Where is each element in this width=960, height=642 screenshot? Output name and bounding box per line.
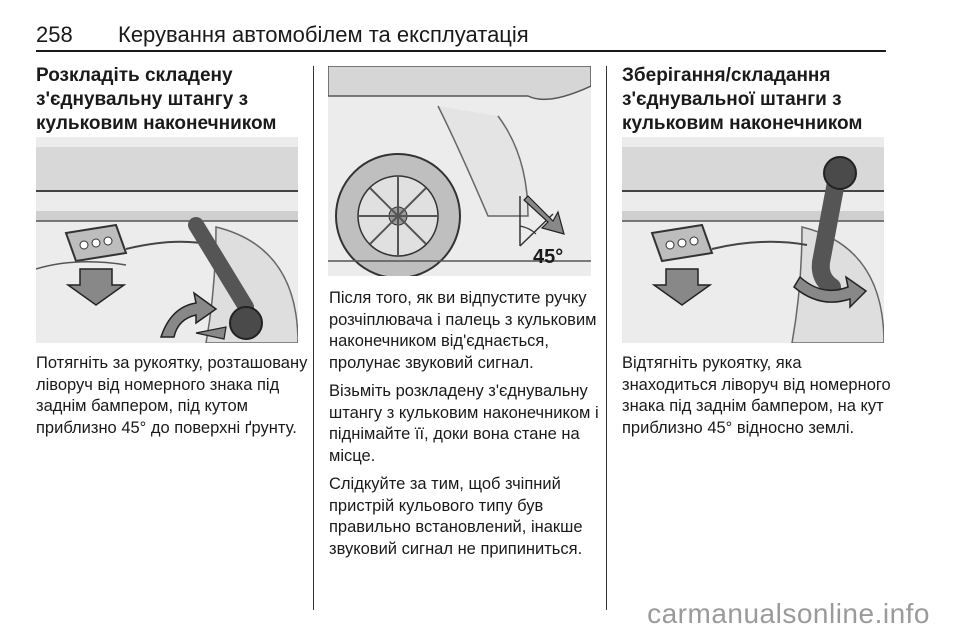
section-heading-unfold: Розкладіть складену з'єднувальну штангу з кульковим наконечником bbox=[36, 65, 277, 134]
angle-label: 45° bbox=[533, 246, 564, 268]
column-divider-2 bbox=[606, 66, 607, 610]
instruction-text-unfold: Потягніть за рукоятку, розташовану ліворуч від номерного знака під заднім бампером, під кутом приблизно 45° до поверхні ґрунту. bbox=[36, 354, 308, 437]
paragraph-1: Після того, як ви відпустите ручку розчіплювача і палець з кульковим наконечником від'єднається, пролунає звуковий сигнал. bbox=[329, 289, 597, 372]
column-divider-1 bbox=[313, 66, 314, 610]
instruction-text-after-release bbox=[329, 288, 599, 567]
page-header bbox=[36, 20, 886, 52]
instruction-text-stow: Відтягніть рукоятку, яка знаходиться ліворуч від номерного знака під заднім бампером, на кут приблизно 45° відносно землі. bbox=[622, 354, 891, 437]
paragraph-3: Слідкуйте за тим, щоб зчіпний пристрій кульового типу був правильно встановлений, інакше звуковий сигнал не припиниться. bbox=[329, 475, 583, 558]
watermark: carmanualsonline.info bbox=[647, 598, 930, 629]
page-number: 258 bbox=[36, 22, 73, 47]
header-rule bbox=[36, 50, 886, 52]
illustration-stow-bar bbox=[622, 137, 884, 343]
paragraph-2: Візьміть розкладену з'єднувальну штангу з кульковим наконечником і піднімайте її, доки вона стане на місце. bbox=[329, 382, 599, 465]
page-title: Керування автомобілем та експлуатація bbox=[118, 22, 529, 47]
section-heading-stow: Зберігання/складання з'єднувальної штанги з кульковим наконечником bbox=[622, 65, 863, 134]
illustration-release-handle bbox=[36, 137, 298, 343]
illustration-angle-45 bbox=[328, 66, 591, 276]
